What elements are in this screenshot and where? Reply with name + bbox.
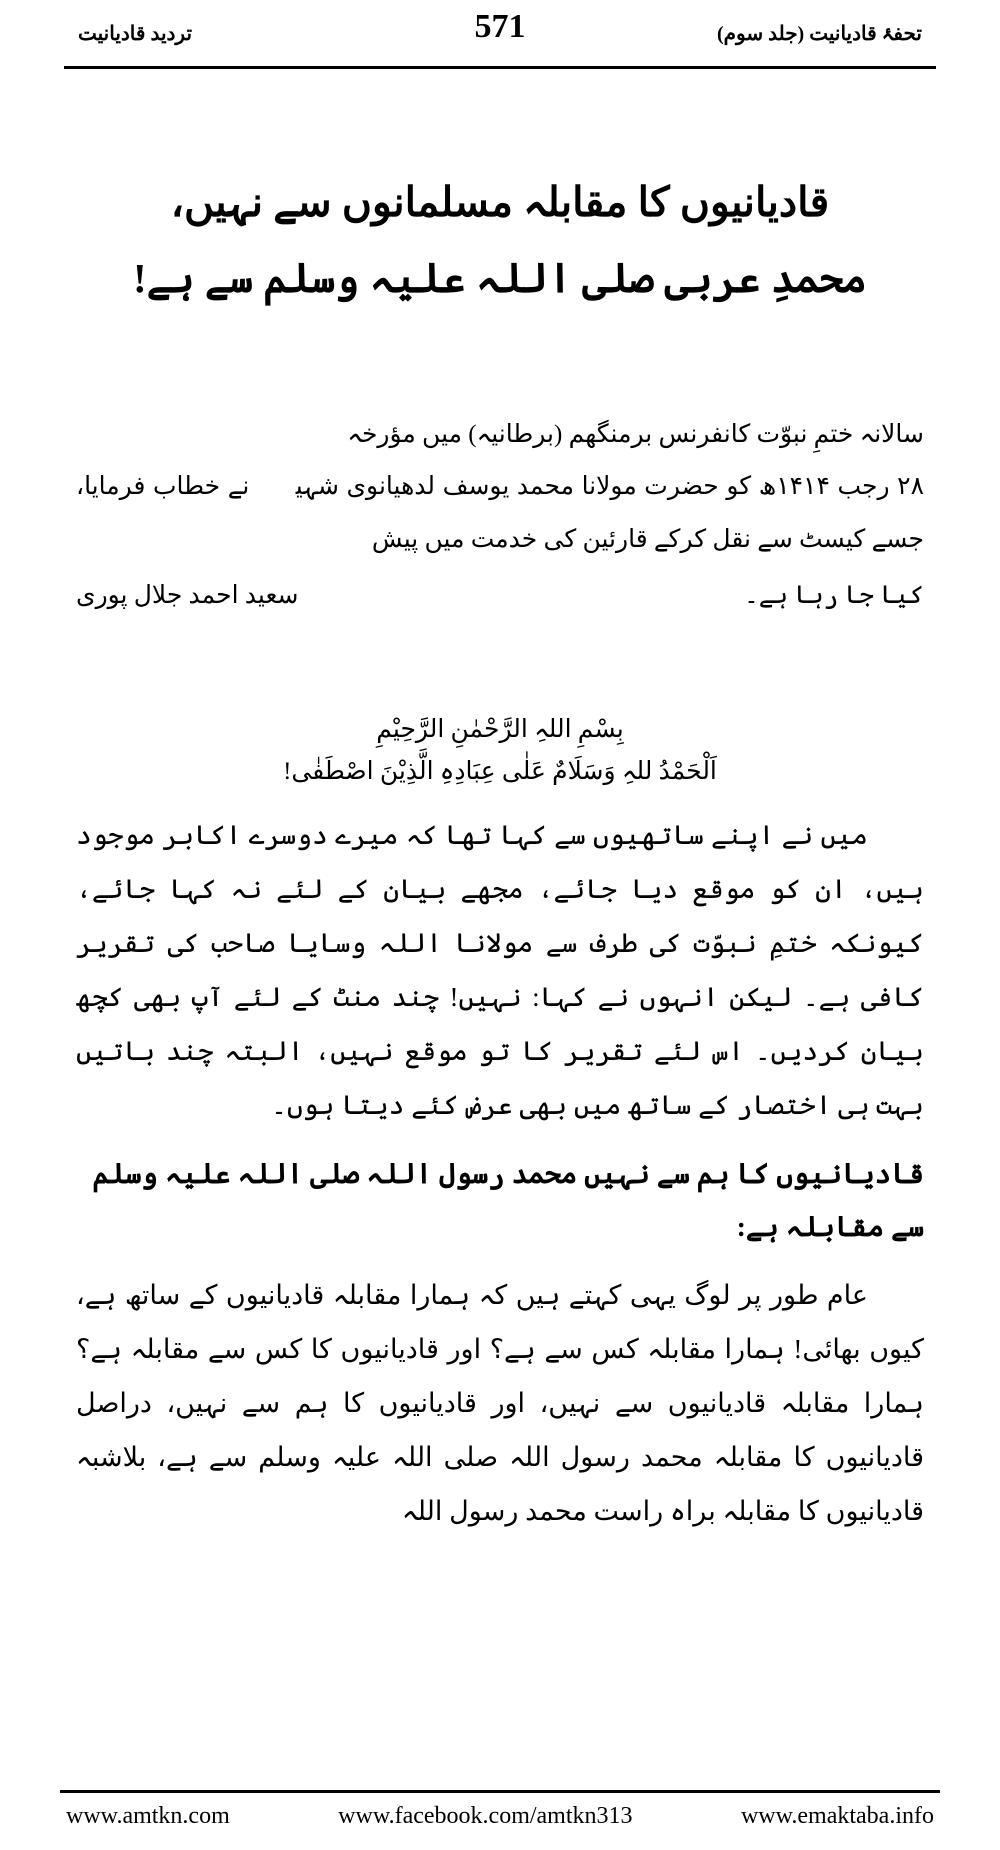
basmala-block [76,709,924,794]
page-number: 571 [474,8,526,45]
header-divider [64,66,936,69]
article-title-line-2: محمدِ عربی صلی اللہ علیہ وسلم سے ہے! [132,254,868,301]
intro-note [76,409,924,623]
intro-line-4: کیا جا رہا ہے۔ [744,582,924,610]
footer-divider [60,1790,940,1793]
footer-link-emaktaba[interactable]: www.emaktaba.info [740,1803,934,1829]
intro-line-3: خطاب فرمایا، جسے کیسٹ سے نقل کرکے قارئین کی خدمت میں پیش [76,473,924,553]
basmala-line: بِسْمِ اللہِ الرَّحْمٰنِ الرَّحِیْمِ [376,715,624,743]
intro-signature: سعید احمد جلال پوری [76,582,299,610]
page-body [60,165,940,1538]
paragraph-1: میں نے اپنے ساتھیوں سے کہا تھا کہ میرے دوسرے اکابر موجود ہیں، ان کو موقع دیا جائے، مجھے بیان کے لئے نہ کہا جائے، کیونکہ ختمِ نبوّت کی طرف سے مولانا اللہ وسایا صاحب کی تقریر کافی ہے۔ لیکن انہوں نے کہا: نہیں! چند منٹ کے لئے آپ بھی کچھ بیان کردیں۔ اس لئے تقریر کا تو موقع نہیں، البتہ چند باتیں بہت ہی اختصار کے ساتھ میں بھی عرض کئے دیتا ہوں۔ [76,819,924,1120]
article-title [76,165,924,317]
footer-link-facebook[interactable]: www.facebook.com/amtkn313 [338,1803,633,1829]
page-footer [60,1790,940,1830]
paragraph-2: عام طور پر لوگ یہی کہتے ہیں کہ ہمارا مقابلہ قادیانیوں کے ساتھ ہے، کیوں بھائی! ہمارا مقابلہ کس سے ہے؟ اور قادیانیوں کا کس سے مقابلہ ہے؟ ہمارا مقابلہ قادیانیوں سے نہیں، اور قادیانیوں کا ہم سے نہیں، دراصل قادیانیوں کا مقابلہ محمد رسول اللہ صلی اللہ علیہ وسلم سے ہے، بلاشبہ قادیانیوں کا مقابلہ براہ راست محمد رسول اللہ [76,1280,924,1527]
article-title-line-1: قادیانیوں کا مقابلہ مسلمانوں سے نہیں، [170,179,830,225]
header-book-title: تحفۂ قادیانیت (جلد سوم) [716,22,922,45]
intro-line-1: سالانہ ختمِ نبوّت کانفرنس برمنگھم (برطانیہ) میں مؤرخہ [347,420,924,448]
hamd-line: اَلْحَمْدُ للہِ وَسَلَامٌ عَلٰی عِبَادِہِ الَّذِیْنَ اصْطَفٰی! [283,758,717,786]
section-subheading: قادیانیوں کا ہم سے نہیں محمد رسول اللہ صلی اللہ علیہ وسلم سے مقابلہ ہے: [92,1158,924,1243]
footer-links [60,1803,940,1830]
intro-line-2: ۲۸ رجب ۱۴۱۴ھ کو حضرت مولانا محمد یوسف لدھیانوی شہیدؒ نے [227,473,925,501]
header-series-title: تردید قادیانیت [78,22,193,45]
footer-link-amtkn[interactable]: www.amtkn.com [66,1803,230,1829]
intro-signature-row [76,570,924,623]
page-header [60,0,940,66]
